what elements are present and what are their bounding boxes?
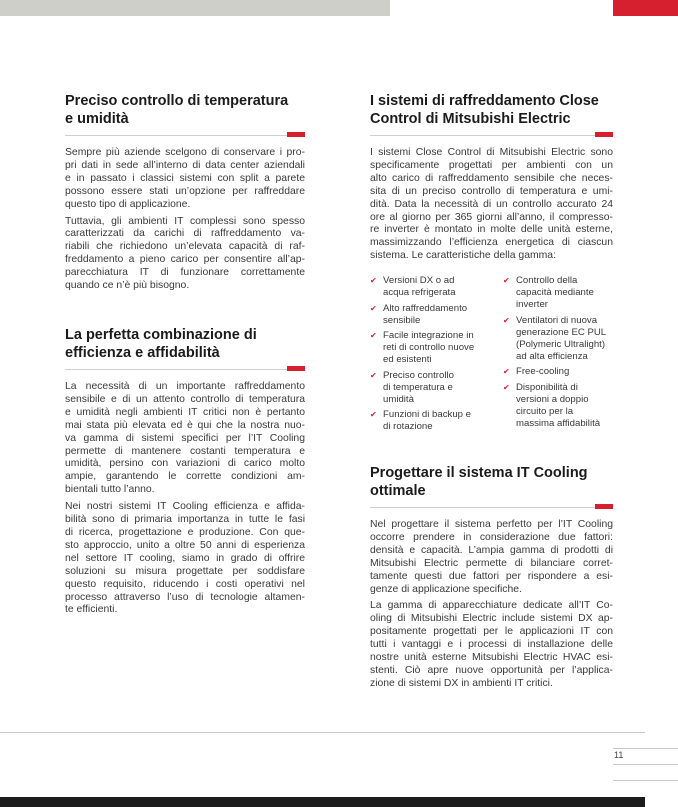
paragraph — [370, 519, 613, 596]
text-line: parecchiatura IT di funzionare correttamente — [65, 267, 305, 279]
section-heading — [65, 92, 305, 128]
text-line: caratterizzati da carichi di raffreddamento va- — [65, 228, 305, 240]
text-line: bientali tutto l’anno. — [65, 484, 155, 496]
text-line: ore al giorno per 365 giorni all’anno, il compresso- — [370, 211, 613, 223]
feature-item — [370, 330, 474, 366]
text-line: occorre prendere in considerazione due fattori: — [370, 531, 613, 543]
text-line: Sempre più aziende scelgono di conservare i pro- — [65, 147, 305, 158]
text-line: La necessità di un importante raffreddamento — [65, 381, 305, 392]
feature-text-line: generazione EC PUL — [516, 326, 607, 338]
text-line: soluzioni su misura progettate per soddisfare — [65, 565, 305, 577]
text-line: stenti. Ciò apre nuove opportunità per l’applica- — [370, 664, 613, 676]
text-line: nel settore IT cooling, siamo in grado di offrire — [65, 552, 305, 564]
feature-text-line: sensibile — [383, 314, 421, 326]
text-line: sita di un preciso controllo di temperatura e umi- — [370, 185, 613, 197]
page-number: 11 — [614, 750, 624, 760]
text-line: di ricerca, progettazione e produzione. Con que- — [65, 526, 305, 538]
text-line: processo attraverso l’uso di tecnologie altamen- — [65, 591, 305, 603]
text-line: ampie, garantendo le corrette condizioni am- — [65, 471, 305, 483]
feature-text-line: di temperatura e — [383, 381, 453, 393]
text-line: alto carico di raffreddamento sensibile che neces- — [370, 172, 613, 184]
text-line: bilità sono di primaria importanza in tutte le fasi — [65, 514, 305, 526]
text-line: va gamma di sistemi specifici per l’IT Cooling — [65, 432, 305, 444]
text-line: specificamente progettati per ambienti con un — [370, 159, 613, 171]
paragraph — [65, 381, 305, 497]
text-line: dità. Data la necessità di un controllo accurato 24 — [370, 198, 613, 210]
paragraph — [65, 501, 305, 617]
section-efficiency-reliability — [65, 326, 305, 621]
section-heading — [370, 464, 613, 500]
section-heading — [65, 326, 305, 362]
text-line: possono essere stati un’opzione per raffreddare — [65, 185, 305, 197]
accent-marker — [287, 132, 305, 137]
check-icon: ✔ — [503, 382, 510, 392]
text-line: I sistemi Close Control di Mitsubishi Electric sono — [370, 147, 613, 158]
heading-line: La perfetta combinazione di — [65, 327, 257, 343]
text-line: freddamento a pieno carico per consentire all’ap- — [65, 254, 305, 266]
text-line: riabili che richiedono un’elevata capacità di raf- — [65, 241, 305, 253]
text-line: nostre unità esterne Mitsubishi Electric HVAC esi- — [370, 652, 613, 664]
feature-text-line: capacità mediante — [516, 287, 594, 298]
check-icon: ✔ — [370, 276, 377, 285]
text-line: te efficienti. — [65, 604, 118, 616]
text-line: e in passato i classici sistemi con split a parete — [65, 172, 305, 184]
accent-marker — [287, 366, 305, 371]
text-line: pri dati in sede all’interno di data center aziendali — [65, 159, 305, 171]
feature-text-line: Ventilatori di nuova — [516, 314, 598, 326]
text-line: questo requisito, riducendo i costi operativi nel — [65, 578, 305, 590]
feature-text-line: reti di controllo nuove — [383, 342, 475, 353]
text-line: permette di mantenere costanti temperatura e — [65, 445, 305, 457]
features-column-2 — [503, 275, 606, 433]
text-line: positamente progettati per le applicazioni IT con — [370, 626, 613, 638]
text-line: Mitsubishi Electric permette di bilanciare corret- — [370, 557, 613, 569]
feature-item — [370, 409, 474, 433]
text-line: quando ce n’è più bisogno. — [65, 280, 190, 292]
section-divider — [370, 135, 613, 136]
feature-text-line: Controllo della — [516, 275, 578, 286]
accent-marker — [595, 504, 613, 509]
feature-text-line: versioni a doppio — [516, 393, 589, 405]
feature-text-line: ad alta efficienza — [516, 350, 588, 362]
heading-line: Preciso controllo di temperatura — [65, 93, 289, 109]
text-line: oling di Mitsubishi Electric include sistemi DX ap- — [370, 613, 613, 625]
check-icon: ✔ — [370, 410, 377, 419]
paragraph — [65, 216, 305, 293]
feature-item — [370, 275, 474, 299]
text-line: tamente questi due fattori per rispondere a esi- — [370, 570, 613, 582]
text-line: Nel progettare il sistema perfetto per l’IT Cooling — [370, 519, 613, 530]
footer-divider — [0, 732, 645, 733]
feature-text-line: ed esistenti — [383, 354, 432, 365]
feature-text-line: massima affidabilità — [516, 417, 601, 429]
paragraph — [370, 147, 613, 263]
section-divider — [370, 507, 613, 508]
header-gray-bar — [0, 0, 390, 16]
text-line: tutti i vantaggi e i processi di installazione delle — [370, 639, 613, 651]
feature-text-line: acqua refrigerata — [383, 287, 456, 298]
feature-text-line: di rotazione — [383, 421, 433, 432]
feature-text-line: inverter — [516, 299, 548, 310]
feature-text-line: Versioni DX o ad — [383, 275, 455, 286]
text-line: re inverter è montato in molte delle unità esterne, — [370, 224, 613, 236]
heading-line: efficienza e affidabilità — [65, 345, 220, 361]
text-line: zione di sistemi DX in ambienti IT critici. — [370, 677, 553, 689]
paragraph — [370, 600, 613, 690]
page-number-rule-mid — [613, 764, 678, 765]
feature-text-line: Disponibilità di — [516, 381, 578, 393]
text-line: massimizzando l’efficienza energetica di ciascun — [370, 237, 613, 249]
text-line: genze di applicazione specifiche. — [370, 583, 522, 595]
section-divider — [65, 369, 305, 370]
feature-text-line: Funzioni di backup e — [383, 409, 471, 420]
feature-item — [503, 275, 606, 311]
section-design-it-cooling — [370, 464, 613, 695]
text-line: La gamma di apparecchiature dedicate all’IT Co- — [370, 600, 613, 612]
section-close-control — [370, 92, 613, 267]
text-line: sensibile e di un attento controllo di temperatura — [65, 393, 305, 405]
feature-text-line: circuito per la — [516, 405, 574, 417]
feature-item — [503, 382, 606, 430]
heading-line: Progettare il sistema IT Cooling — [370, 465, 588, 481]
text-line: e umidità negli ambienti IT critici non è pertanto — [65, 406, 305, 418]
check-icon: ✔ — [370, 331, 377, 340]
text-line: sto approccio, unito a oltre 50 anni di esperienza — [65, 539, 305, 551]
text-line: questo tipo di applicazione. — [65, 198, 191, 210]
heading-line: ottimale — [370, 483, 426, 499]
header-red-tab — [613, 0, 678, 16]
heading-line: e umidità — [65, 111, 129, 127]
text-line: mai stata più elevata ed è qui che la nostra nuo- — [65, 419, 305, 431]
text-line: densità e capacità. L’ampia gamma di prodotti di — [370, 544, 613, 556]
section-temperature-control — [65, 92, 305, 297]
footer-black-bar — [0, 797, 645, 807]
feature-text-line: umidità — [383, 393, 414, 405]
section-divider — [65, 135, 305, 136]
heading-line: Control di Mitsubishi Electric — [370, 111, 571, 127]
feature-text-line: (Polymeric Ultralight) — [516, 338, 606, 350]
feature-text-line: Alto raffreddamento — [383, 302, 468, 314]
text-line: Tuttavia, gli ambienti IT complessi sono spesso — [65, 215, 305, 227]
paragraph — [65, 147, 305, 212]
text-line: umidità, persino con variazioni di carico molto — [65, 458, 305, 470]
accent-marker — [595, 132, 613, 137]
feature-item — [503, 315, 606, 363]
feature-text-line: Facile integrazione in — [383, 330, 474, 341]
feature-item — [370, 303, 474, 327]
feature-item — [503, 366, 606, 378]
features-column-1 — [370, 275, 474, 437]
check-icon: ✔ — [503, 367, 510, 376]
feature-item — [370, 370, 474, 406]
text-line: Nei nostri sistemi IT Cooling efficienza e affida- — [65, 501, 305, 513]
page-number-rule-bottom — [613, 780, 678, 781]
check-icon: ✔ — [370, 370, 377, 380]
check-icon: ✔ — [503, 315, 510, 325]
page-number-rule-top — [613, 748, 678, 749]
text-line: sistema. Le caratteristiche della gamma: — [370, 250, 556, 262]
heading-line: I sistemi di raffreddamento Close — [370, 93, 599, 109]
check-icon: ✔ — [503, 276, 510, 285]
section-heading — [370, 92, 613, 128]
check-icon: ✔ — [370, 303, 377, 313]
feature-text-line: Preciso controllo — [383, 369, 454, 381]
feature-text-line: Free-cooling — [516, 366, 570, 377]
